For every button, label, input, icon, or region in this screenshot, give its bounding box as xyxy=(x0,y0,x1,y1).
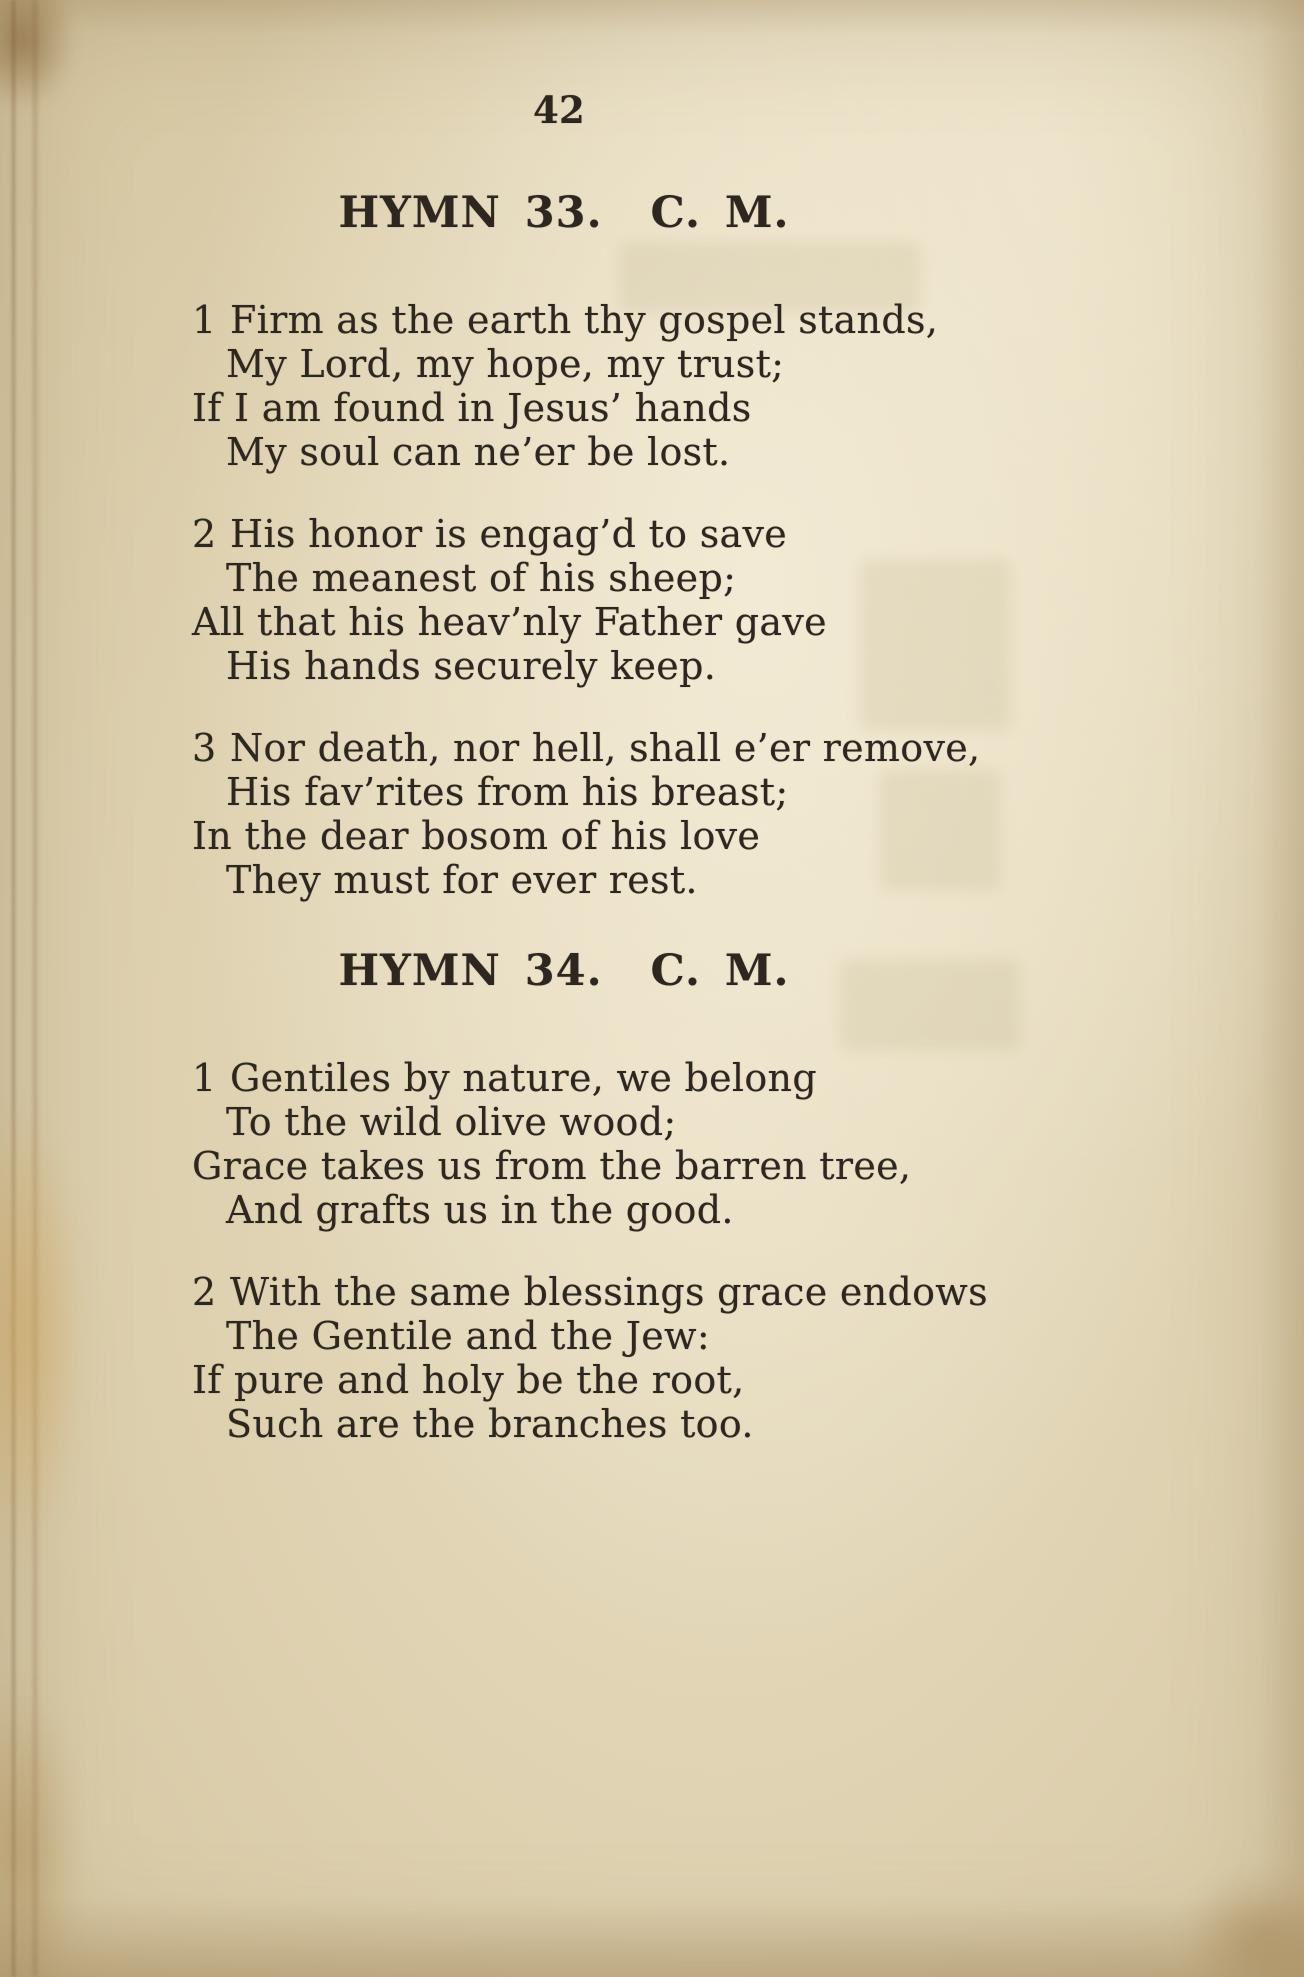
hymn-line xyxy=(192,1270,1016,1314)
hymn-line: Such are the branches too. xyxy=(226,1402,754,1446)
stanza xyxy=(192,1270,1016,1446)
hymn-line: His hands securely keep. xyxy=(226,644,717,688)
hymn-line: To the wild olive wood; xyxy=(226,1100,677,1144)
hymn-line xyxy=(192,1056,1016,1100)
hymn-line: They must for ever rest. xyxy=(226,858,698,902)
stanza-number: 1 xyxy=(192,298,217,342)
text-column xyxy=(192,0,1016,1446)
page-number: 42 xyxy=(532,88,586,132)
paper-stain xyxy=(0,1680,80,1977)
hymn-line: Grace takes us from the barren tree, xyxy=(192,1144,912,1188)
stanza-number: 2 xyxy=(192,512,217,556)
hymn-line: If pure and holy be the root, xyxy=(192,1358,745,1402)
hymn-34-title: HYMN 34. C. M. xyxy=(338,946,790,996)
stanza-number: 3 xyxy=(192,726,217,770)
hymn-line: And grafts us in the good. xyxy=(226,1188,734,1232)
page-right-edge-shading xyxy=(1258,0,1304,1977)
stanza xyxy=(192,1056,1016,1232)
binding-crease-shadow xyxy=(33,0,37,1977)
stanza-number: 2 xyxy=(192,1270,217,1314)
hymn-line: The meanest of his sheep; xyxy=(226,556,737,600)
hymn-line xyxy=(192,726,1016,770)
paper-stain xyxy=(0,1100,85,1560)
hymn-line: My soul can ne’er be lost. xyxy=(226,430,731,474)
stanza-number: 1 xyxy=(192,1056,217,1100)
hymn-line: If I am found in Jesus’ hands xyxy=(192,386,752,430)
hymn-line: The Gentile and the Jew: xyxy=(226,1314,710,1358)
hymn-line: In the dear bosom of his love xyxy=(192,814,761,858)
page-bottom-edge-shading xyxy=(0,1897,1304,1977)
hymn-line: His fav’rites from his breast; xyxy=(226,770,789,814)
hymn-line: My Lord, my hope, my trust; xyxy=(226,342,785,386)
hymn-line xyxy=(192,512,1016,556)
hymn-line-text: His honor is engag’d to save xyxy=(230,512,788,556)
hymn-line-text: Firm as the earth thy gospel stands, xyxy=(230,298,939,342)
paper-stain xyxy=(0,0,76,110)
hymn-line-text: Gentiles by nature, we belong xyxy=(230,1056,817,1100)
paper-stain xyxy=(1184,1867,1304,1977)
hymn-line xyxy=(192,298,1016,342)
stanza xyxy=(192,298,1016,474)
stanza xyxy=(192,512,1016,688)
hymn-line-text: With the same blessings grace endows xyxy=(230,1270,988,1314)
hymn-line-text: Nor death, nor hell, shall e’er remove, xyxy=(230,726,981,770)
hymn-line: All that his heav’nly Father gave xyxy=(192,600,827,644)
hymn-33-title: HYMN 33. C. M. xyxy=(338,188,790,238)
stanza xyxy=(192,726,1016,902)
